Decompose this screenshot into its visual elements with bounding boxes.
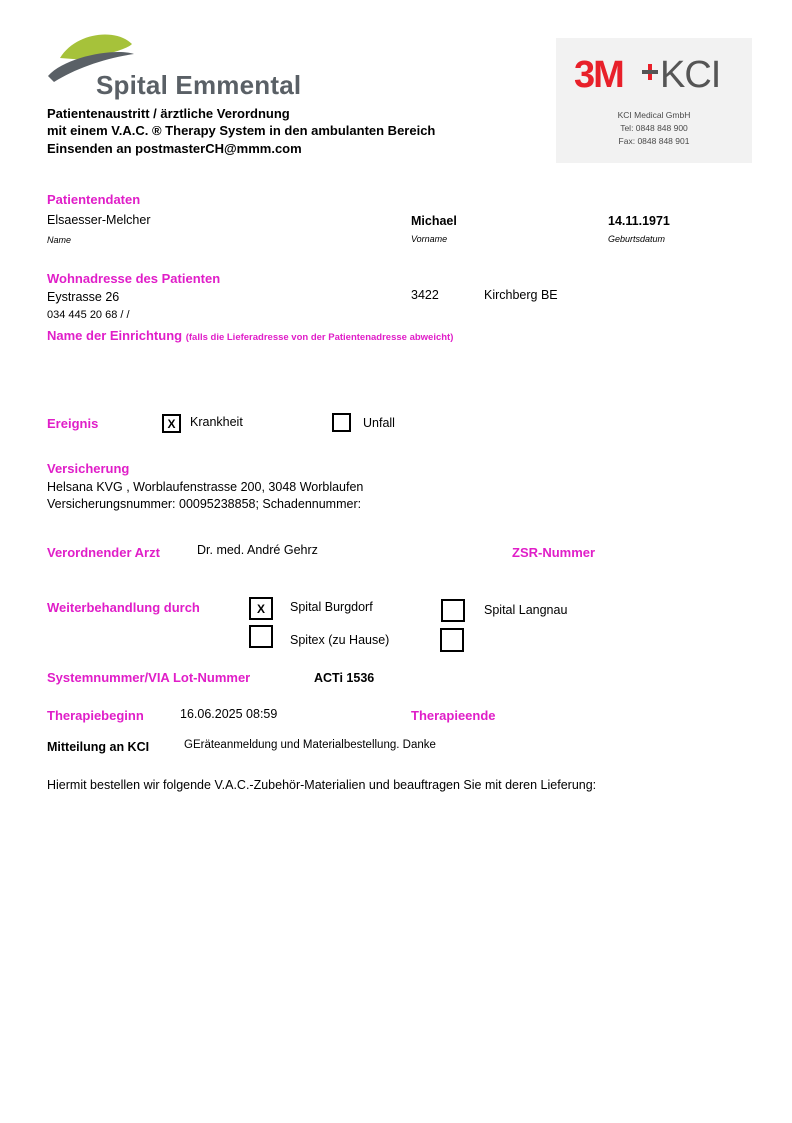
therapy-start-label: Therapiebeginn (47, 708, 144, 723)
form-title-line3: Einsenden an postmasterCH@mmm.com (47, 141, 302, 156)
followup-spital-burgdorf: Spital Burgdorf (290, 600, 373, 614)
system-label: Systemnummer/VIA Lot-Nummer (47, 670, 251, 685)
event-label: Ereignis (47, 416, 99, 431)
order-text: Hiermit bestellen wir folgende V.A.C.-Zubehör-Materialien und beauftragen Sie mit deren Lieferung: (47, 778, 597, 792)
doctor-value: Dr. med. André Gehrz (197, 543, 318, 557)
logo-text: Spital Emmental (96, 70, 302, 100)
checkbox-krankheit[interactable]: X (162, 414, 181, 433)
patient-section-label: Patientendaten (47, 192, 141, 207)
form-title-line1: Patientenaustritt / ärztliche Verordnung (47, 106, 290, 121)
address-phone: 034 445 20 68 / / (47, 309, 130, 321)
event-option-krankheit: Krankheit (190, 415, 243, 429)
message-value: GEräteanmeldung und Materialbestellung. Danke (184, 739, 436, 751)
facility-label (47, 328, 453, 343)
zsr-label: ZSR-Nummer (512, 545, 596, 560)
checkbox-spital-burgdorf[interactable]: X (249, 597, 273, 620)
checkbox-unfall[interactable] (332, 413, 351, 432)
therapy-start-value: 16.06.2025 08:59 (180, 707, 278, 721)
address-street: Eystrasse 26 (47, 290, 120, 304)
insurance-label: Versicherung (47, 461, 130, 476)
event-option-unfall: Unfall (363, 416, 395, 430)
form-title-line2: mit einem V.A.C. ® Therapy System in den ambulanten Bereich (47, 123, 436, 138)
followup-spital-langnau: Spital Langnau (484, 603, 568, 617)
patient-geburtsdatum: 14.11.1971 (608, 214, 670, 228)
message-label: Mitteilung an KCI (47, 740, 150, 754)
facility-label-text: Name der Einrichtung (47, 328, 183, 343)
patient-geburtsdatum-caption: Geburtsdatum (608, 234, 666, 244)
followup-spitex: Spitex (zu Hause) (290, 633, 390, 647)
checkbox-other[interactable] (440, 628, 464, 652)
checkbox-spitex[interactable] (249, 625, 273, 648)
doctor-label: Verordnender Arzt (47, 545, 160, 560)
insurance-line2: Versicherungsnummer: 00095238858; Schadennummer: (47, 497, 362, 511)
facility-note: (falls die Lieferadresse von der Patientenadresse abweicht) (185, 332, 454, 343)
address-city: Kirchberg BE (484, 288, 558, 302)
address-plz: 3422 (411, 288, 439, 302)
followup-label: Weiterbehandlung durch (47, 600, 200, 615)
kci-company: KCI Medical GmbH (617, 110, 691, 120)
brand-3m: 3M (574, 54, 623, 96)
checkbox-spital-langnau[interactable] (441, 599, 465, 622)
patient-vorname-caption: Vorname (411, 234, 448, 244)
kci-logo-panel (556, 38, 752, 163)
system-value: ACTi 1536 (314, 671, 375, 685)
therapy-end-label: Therapieende (411, 708, 496, 723)
address-section-label: Wohnadresse des Patienten (47, 271, 221, 286)
plus-icon (642, 64, 658, 80)
patient-name: Elsaesser-Melcher (47, 213, 151, 227)
kci-tel: Tel: 0848 848 900 (620, 123, 688, 133)
patient-vorname: Michael (411, 214, 457, 228)
insurance-line1: Helsana KVG , Worblaufenstrasse 200, 3048 Worblaufen (47, 480, 364, 494)
patient-name-caption: Name (47, 235, 72, 245)
kci-fax: Fax: 0848 848 901 (618, 136, 690, 146)
brand-kci: KCI (660, 54, 721, 96)
